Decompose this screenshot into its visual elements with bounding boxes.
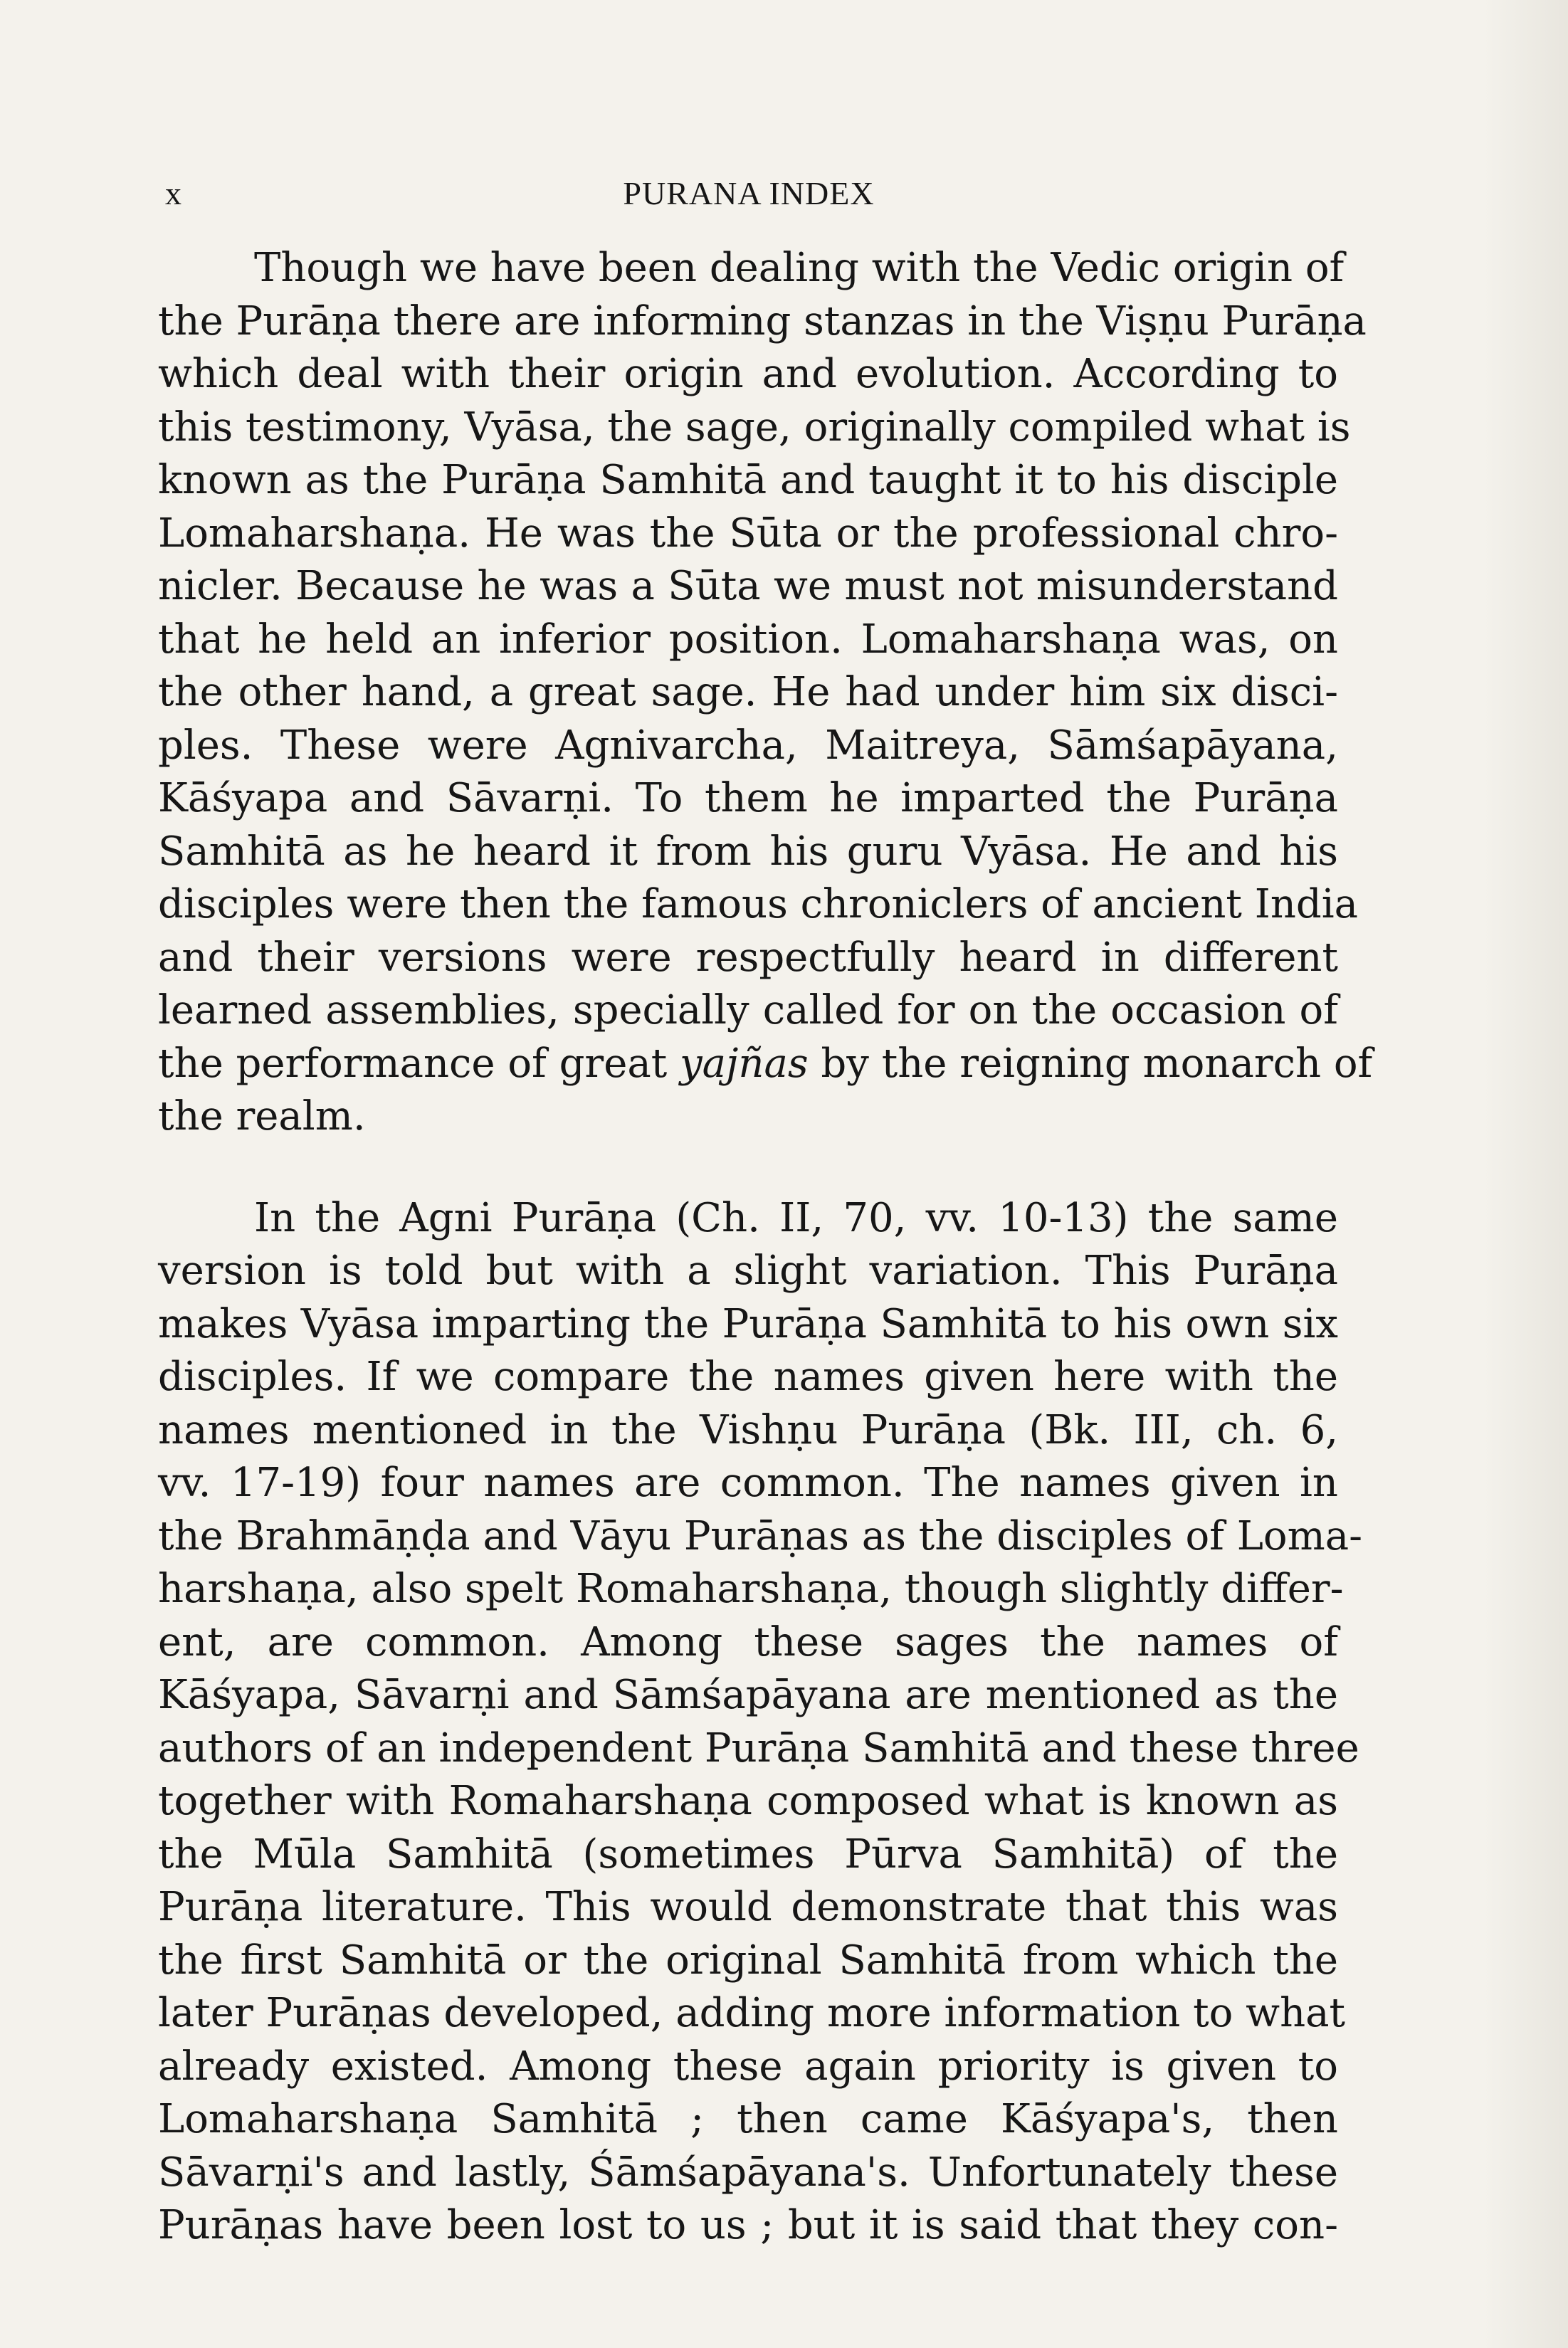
text-line: which deal with their origin and evolution. According to	[158, 351, 1338, 397]
text-line: the Brahmāṇḍa and Vāyu Purāṇas as the disciples of Loma-	[158, 1512, 1363, 1559]
text-line: and their versions were respectfully heard in different	[158, 934, 1338, 981]
text-line: the Purāṇa there are informing stanzas in the Viṣṇu Purāṇa	[158, 298, 1367, 344]
body-text	[158, 242, 1373, 2253]
text-line: Purāṇa literature. This would demonstrate that this was	[158, 1884, 1338, 1930]
text-line: authors of an independent Purāṇa Samhitā and these three	[158, 1725, 1359, 1771]
text-line: Samhitā as he heard it from his guru Vyāsa. He and his	[158, 828, 1338, 875]
text-segment: the performance of great	[158, 1040, 680, 1087]
italic-term: yajñas	[680, 1040, 809, 1087]
text-line: disciples were then the famous chroniclers of ancient India	[158, 881, 1359, 927]
text-line: already existed. Among these again priority is given to	[158, 2043, 1338, 2090]
text-line: later Purāṇas developed, adding more information to what	[158, 1990, 1346, 2036]
text-line: the first Samhitā or the original Samhitā from which the	[158, 1937, 1338, 1984]
scan-shadow	[1483, 0, 1568, 2348]
text-line: Lomaharshaṇa Samhitā ; then came Kāśyapa's, then	[158, 2096, 1338, 2142]
text-line: ent, are common. Among these sages the names of	[158, 1618, 1338, 1665]
text-line: ples. These were Agnivarcha, Maitreya, Sāmśapāyana,	[158, 722, 1338, 769]
text-line: vv. 17-19) four names are common. The names given in	[158, 1460, 1338, 1506]
text-line: Kāśyapa and Sāvarṇi. To them he imparted the Purāṇa	[158, 775, 1338, 821]
text-line: names mentioned in the Vishṇu Purāṇa (Bk. III, ch. 6,	[158, 1406, 1338, 1453]
text-line: the Mūla Samhitā (sometimes Pūrva Samhitā) of the	[158, 1831, 1338, 1878]
paragraph-1	[158, 242, 1373, 1144]
text-line: Purāṇas have been lost to us ; but it is said that they con-	[158, 2202, 1338, 2248]
text-line-with-italic	[158, 1038, 1373, 1091]
running-head	[165, 165, 1332, 222]
text-line: harshaṇa, also spelt Romaharshaṇa, though slightly differ-	[158, 1566, 1344, 1612]
text-line: the realm.	[158, 1093, 366, 1139]
paragraph-2	[158, 1192, 1363, 2253]
text-line: version is told but with a slight variation. This Purāṇa	[158, 1248, 1338, 1294]
page-number: x	[165, 175, 181, 211]
text-line: makes Vyāsa imparting the Purāṇa Samhitā to his own six	[158, 1300, 1338, 1347]
text-line: Sāvarṇi's and lastly, Śāmśapāyana's. Unfortunately these	[158, 2149, 1338, 2196]
text-line: Kāśyapa, Sāvarṇi and Sāmśapāyana are mentioned as the	[158, 1672, 1338, 1718]
text-line: learned assemblies, specially called for on the occasion of	[158, 987, 1338, 1033]
text-line: In the Agni Purāṇa (Ch. II, 70, vv. 10-13) the same	[254, 1194, 1338, 1241]
text-line: that he held an inferior position. Lomaharshaṇa was, on	[158, 616, 1338, 663]
text-line: nicler. Because he was a Sūta we must not misunderstand	[158, 563, 1338, 609]
text-line: disciples. If we compare the names given here with the	[158, 1354, 1338, 1400]
text-line: the other hand, a great sage. He had under him six disci-	[158, 669, 1338, 715]
text-line: together with Romaharshaṇa composed what is known as	[158, 1778, 1338, 1824]
text-segment: by the reigning monarch of	[808, 1040, 1373, 1087]
page-title: PURANA INDEX	[623, 175, 875, 211]
text-line: known as the Purāṇa Samhitā and taught it to his disciple	[158, 457, 1338, 503]
text-line: this testimony, Vyāsa, the sage, originally compiled what is	[158, 404, 1351, 451]
text-line: Lomaharshaṇa. He was the Sūta or the professional chro-	[158, 510, 1338, 557]
text-line: Though we have been dealing with the Vedic origin of	[254, 245, 1345, 291]
